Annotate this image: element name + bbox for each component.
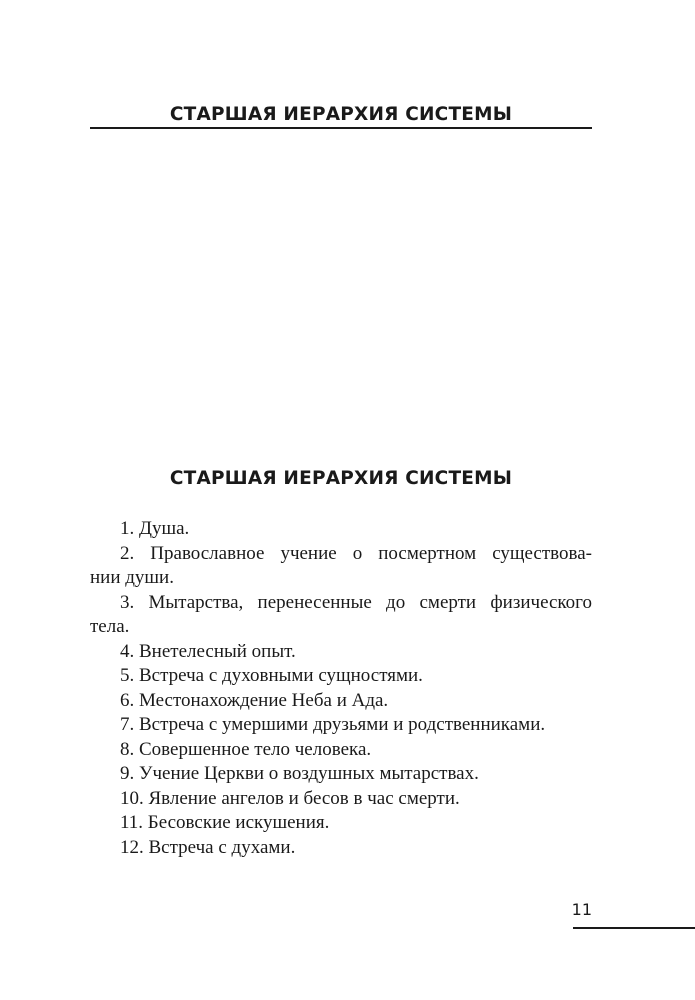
header-rule bbox=[90, 127, 592, 129]
toc-item-10 bbox=[90, 787, 592, 812]
running-header-title: СТАРШАЯ ИЕРАРХИЯ СИСТЕМЫ bbox=[169, 104, 513, 125]
toc-item-6 bbox=[90, 689, 592, 714]
toc-line: 11. Бесовские искушения. bbox=[120, 812, 330, 833]
toc-line: тела. bbox=[90, 616, 130, 637]
toc-line: 3. Мытарства, перенесенные до смерти физического bbox=[120, 591, 592, 613]
toc-line: 6. Местонахождение Неба и Ада. bbox=[120, 689, 389, 711]
toc-item-9 bbox=[90, 762, 592, 787]
toc-line: 1. Душа. bbox=[120, 518, 190, 539]
toc-line: 10. Явление ангелов и бесов в час смерти. bbox=[120, 787, 460, 809]
toc-line: 2. Православное учение о посмертном существова- bbox=[120, 542, 592, 564]
toc-line: 8. Совершенное тело человека. bbox=[120, 738, 372, 760]
toc-line: 12. Встреча с духами. bbox=[120, 836, 296, 858]
page-number: 11 bbox=[571, 900, 592, 919]
toc-line: 5. Встреча с духовными сущностями. bbox=[120, 665, 423, 686]
toc-item-1 bbox=[90, 517, 592, 542]
toc-item-8 bbox=[90, 738, 592, 763]
toc-item-5 bbox=[90, 664, 592, 689]
toc-line: 9. Учение Церкви о воздушных мытарствах. bbox=[120, 763, 479, 784]
table-of-contents bbox=[90, 517, 592, 860]
toc-item-7 bbox=[90, 713, 592, 738]
chapter-title: СТАРШАЯ ИЕРАРХИЯ СИСТЕМЫ bbox=[169, 468, 513, 489]
footer-rule bbox=[573, 927, 695, 929]
toc-item-3 bbox=[90, 591, 592, 640]
toc-line: 7. Встреча с умершими друзьями и родственниками. bbox=[120, 714, 546, 735]
toc-item-4 bbox=[90, 640, 592, 665]
toc-line: 4. Внетелесный опыт. bbox=[120, 640, 296, 662]
toc-line: нии души. bbox=[90, 567, 174, 588]
toc-item-2 bbox=[90, 542, 592, 591]
toc-item-12 bbox=[90, 836, 592, 861]
toc-item-11 bbox=[90, 811, 592, 836]
